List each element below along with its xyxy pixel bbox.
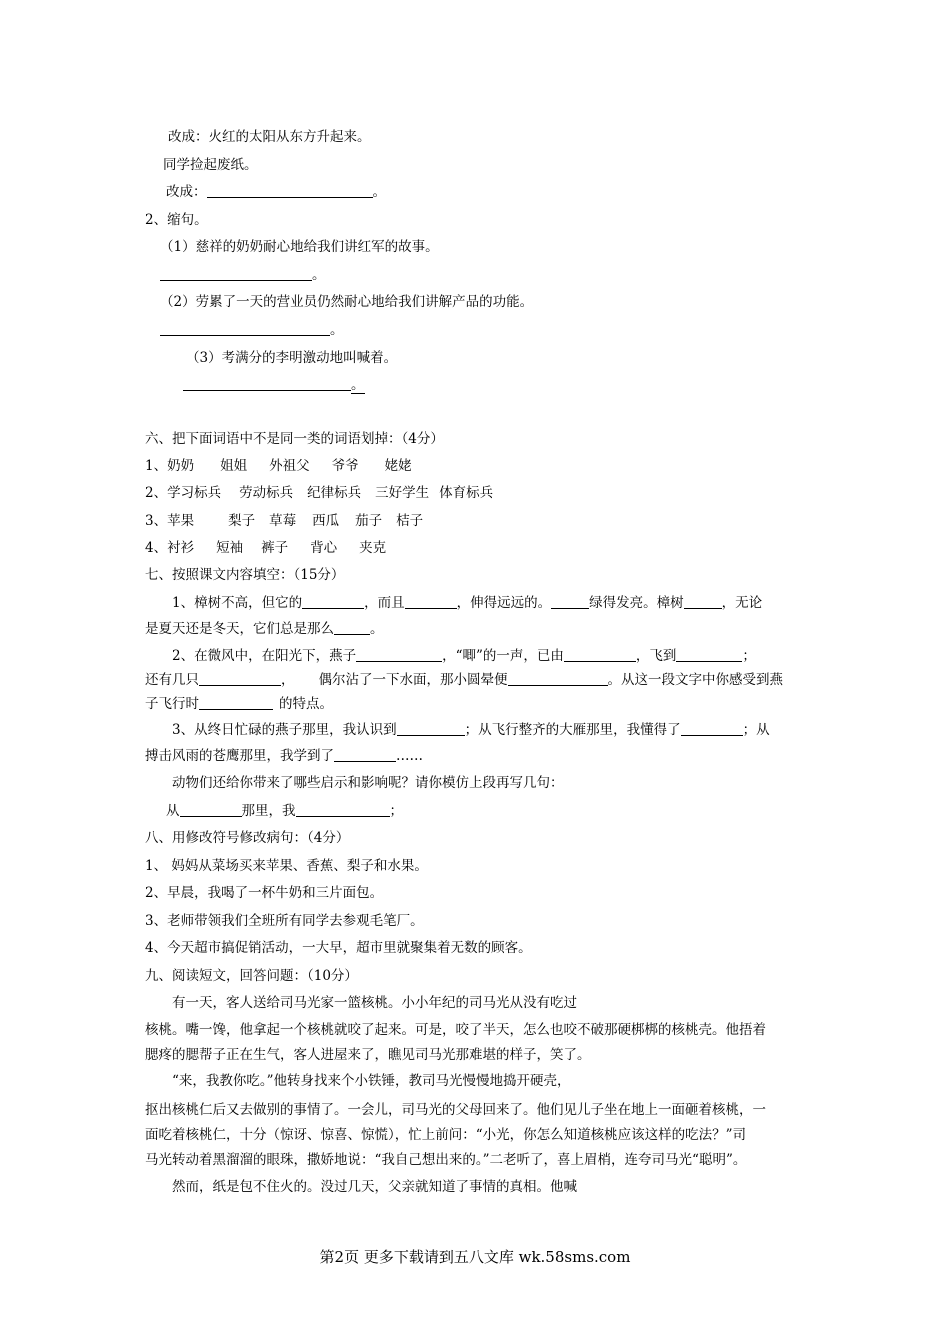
word[interactable]: 体育标兵 [439, 485, 494, 501]
s6-row-1: 1、奶奶 姐姐 外祖父 爷爷 姥姥 [145, 458, 412, 474]
answer-blank[interactable] [551, 594, 589, 609]
s9-title: 九、阅读短文，回答问题：（10分） [145, 968, 358, 984]
word[interactable]: 爷爷 [331, 458, 359, 474]
answer-blank[interactable] [676, 647, 742, 662]
s9-para-7: 马光转动着黑溜溜的眼珠，撒娇地说：“我自己想出来的。”二老听了，喜上眉梢，连夸司马光“聪明”。 [145, 1152, 747, 1168]
answer-blank[interactable] [681, 721, 743, 736]
answer-blank[interactable] [183, 376, 351, 391]
s7-title: 七、按照课文内容填空：（15分） [145, 567, 345, 583]
s7-q1-line-2: 是夏天还是冬天，它们总是那么 。 [145, 621, 384, 637]
answer-blank[interactable] [356, 647, 442, 662]
s5-line-2: 同学捡起废纸。 [163, 157, 258, 173]
q2-answer-1: 。 [160, 266, 326, 284]
word[interactable]: 裤子 [261, 540, 289, 556]
s6-row-3: 3、苹果 梨子 草莓 西瓜 茄子 桔子 [145, 513, 424, 529]
s9-para-5: 抠出核桃仁后又去做别的事情了。一会儿，司马光的父母回来了。他们见儿子坐在地上一面砸着核桃，一 [145, 1102, 766, 1118]
s8-item-4: 4、今天超市搞促销活动，一大早，超市里就聚集着无数的顾客。 [145, 940, 532, 956]
s9-para-1: 有一天，客人送给司马光家一篮核桃。小小年纪的司马光从没有吃过 [172, 995, 577, 1011]
answer-blank[interactable] [564, 647, 636, 662]
s9-para-3: 腮疼的腮帮子正在生气，客人进屋来了，瞧见司马光那难堪的样子，笑了。 [145, 1047, 591, 1063]
s7-q4: 动物们还给你带来了哪些启示和影响呢？请你模仿上段再写几句： [172, 775, 564, 791]
answer-blank[interactable] [180, 802, 242, 817]
answer-blank[interactable] [199, 695, 273, 710]
q2-item-3: （3）考满分的李明激动地叫喊着。 [186, 350, 398, 366]
s9-para-6: 面吃着核桃仁，十分（惊讶、惊喜、惊慌），忙上前问：“小光，你怎么知道核桃应该这样的吃法？”司 [145, 1127, 747, 1143]
word[interactable]: 外祖父 [269, 458, 310, 474]
answer-blank[interactable] [302, 594, 364, 609]
s7-q1-line-1: 1、樟树不高，但它的 ，而且 ，伸得远远的。 绿得发亮。樟树 ，无论 [172, 595, 763, 611]
q2-item-2: （2）劳累了一天的营业员仍然耐心地给我们讲解产品的功能。 [160, 294, 534, 310]
answer-blank[interactable] [405, 594, 457, 609]
q2-title: 2、缩句。 [145, 212, 208, 228]
s6-row-2: 2、学习标兵 劳动标兵 纪律标兵 三好学生 体育标兵 [145, 485, 494, 501]
s7-q2-line-3: 子飞行时 的特点。 [145, 696, 333, 712]
s7-q3-line-2: 搏击风雨的苍鹰那里，我学到了 …… [145, 748, 423, 764]
word[interactable]: 夹克 [359, 540, 387, 556]
answer-blank[interactable] [397, 721, 465, 736]
word[interactable]: 草莓 [269, 513, 297, 529]
answer-blank[interactable] [684, 594, 722, 609]
s5-line-3: 改成： 。 [166, 184, 386, 200]
word[interactable]: 姥姥 [384, 458, 412, 474]
answer-blank[interactable] [160, 266, 312, 281]
s7-q3-line-1: 3、从终日忙碌的燕子那里，我认识到 ；从飞行整齐的大雁那里，我懂得了 ；从 [172, 722, 770, 738]
answer-blank[interactable] [334, 747, 396, 762]
answer-blank[interactable] [296, 802, 390, 817]
word[interactable]: 姐姐 [220, 458, 248, 474]
s7-q5: 从 那里，我 ； [166, 803, 403, 819]
s7-q2-line-2: 还有几只 ， 偶尔沾了一下水面，那小圆晕便 。从这一段文字中你感受到燕 [145, 672, 783, 688]
word[interactable]: 学习标兵 [167, 485, 222, 501]
s8-title: 八、用修改符号修改病句：（4分） [145, 830, 350, 846]
word[interactable]: 三好学生 [375, 485, 430, 501]
word[interactable]: 梨子 [228, 513, 256, 529]
word[interactable]: 西瓜 [312, 513, 340, 529]
s9-para-2: 核桃。嘴一馋，他拿起一个核桃就咬了起来。可是，咬了半天，怎么也咬不破那硬梆梆的核桃壳。他捂着 [145, 1022, 766, 1038]
q2-item-1: （1）慈祥的奶奶耐心地给我们讲红军的故事。 [160, 239, 439, 255]
s8-item-1: 1、 妈妈从菜场买来苹果、香蕉、梨子和水果。 [145, 858, 428, 874]
word[interactable]: 桔子 [396, 513, 424, 529]
s6-row-4: 4、衬衫 短袖 裤子 背心 夹克 [145, 540, 387, 556]
s9-para-4: “来，我教你吃。”他转身找来个小铁锤，教司马光慢慢地捣开硬壳， [172, 1073, 571, 1089]
answer-blank[interactable] [207, 183, 373, 198]
s8-item-3: 3、老师带领我们全班所有同学去参观毛笔厂。 [145, 913, 424, 929]
word[interactable]: 纪律标兵 [307, 485, 362, 501]
s6-title: 六、把下面词语中不是同一类的词语划掉：（4分） [145, 431, 444, 447]
s7-q2-line-1: 2、在微风中，在阳光下，燕子 ，“唧”的一声，已由 ，飞到 ； [172, 648, 756, 664]
word[interactable]: 衬衫 [167, 540, 195, 556]
q2-answer-2: 。 [160, 321, 344, 339]
answer-blank[interactable] [334, 620, 370, 635]
word[interactable]: 短袖 [216, 540, 244, 556]
answer-blank[interactable] [160, 321, 330, 336]
s9-para-8: 然而，纸是包不住火的。没过几天，父亲就知道了事情的真相。他喊 [172, 1179, 577, 1195]
answer-blank[interactable] [508, 671, 608, 686]
q2-answer-3: 。 [183, 376, 365, 394]
word[interactable]: 奶奶 [167, 458, 195, 474]
answer-blank[interactable] [199, 671, 281, 686]
word[interactable]: 苹果 [167, 513, 195, 529]
s8-item-2: 2、早晨，我喝了一杯牛奶和三片面包。 [145, 885, 384, 901]
s5-line-1: 改成：火红的太阳从东方升起来。 [168, 129, 371, 145]
page-footer: 第2页 更多下载请到五八文库 wk.58sms.com [319, 1248, 631, 1266]
word[interactable]: 背心 [310, 540, 338, 556]
word[interactable]: 茄子 [355, 513, 383, 529]
word[interactable]: 劳动标兵 [239, 485, 294, 501]
